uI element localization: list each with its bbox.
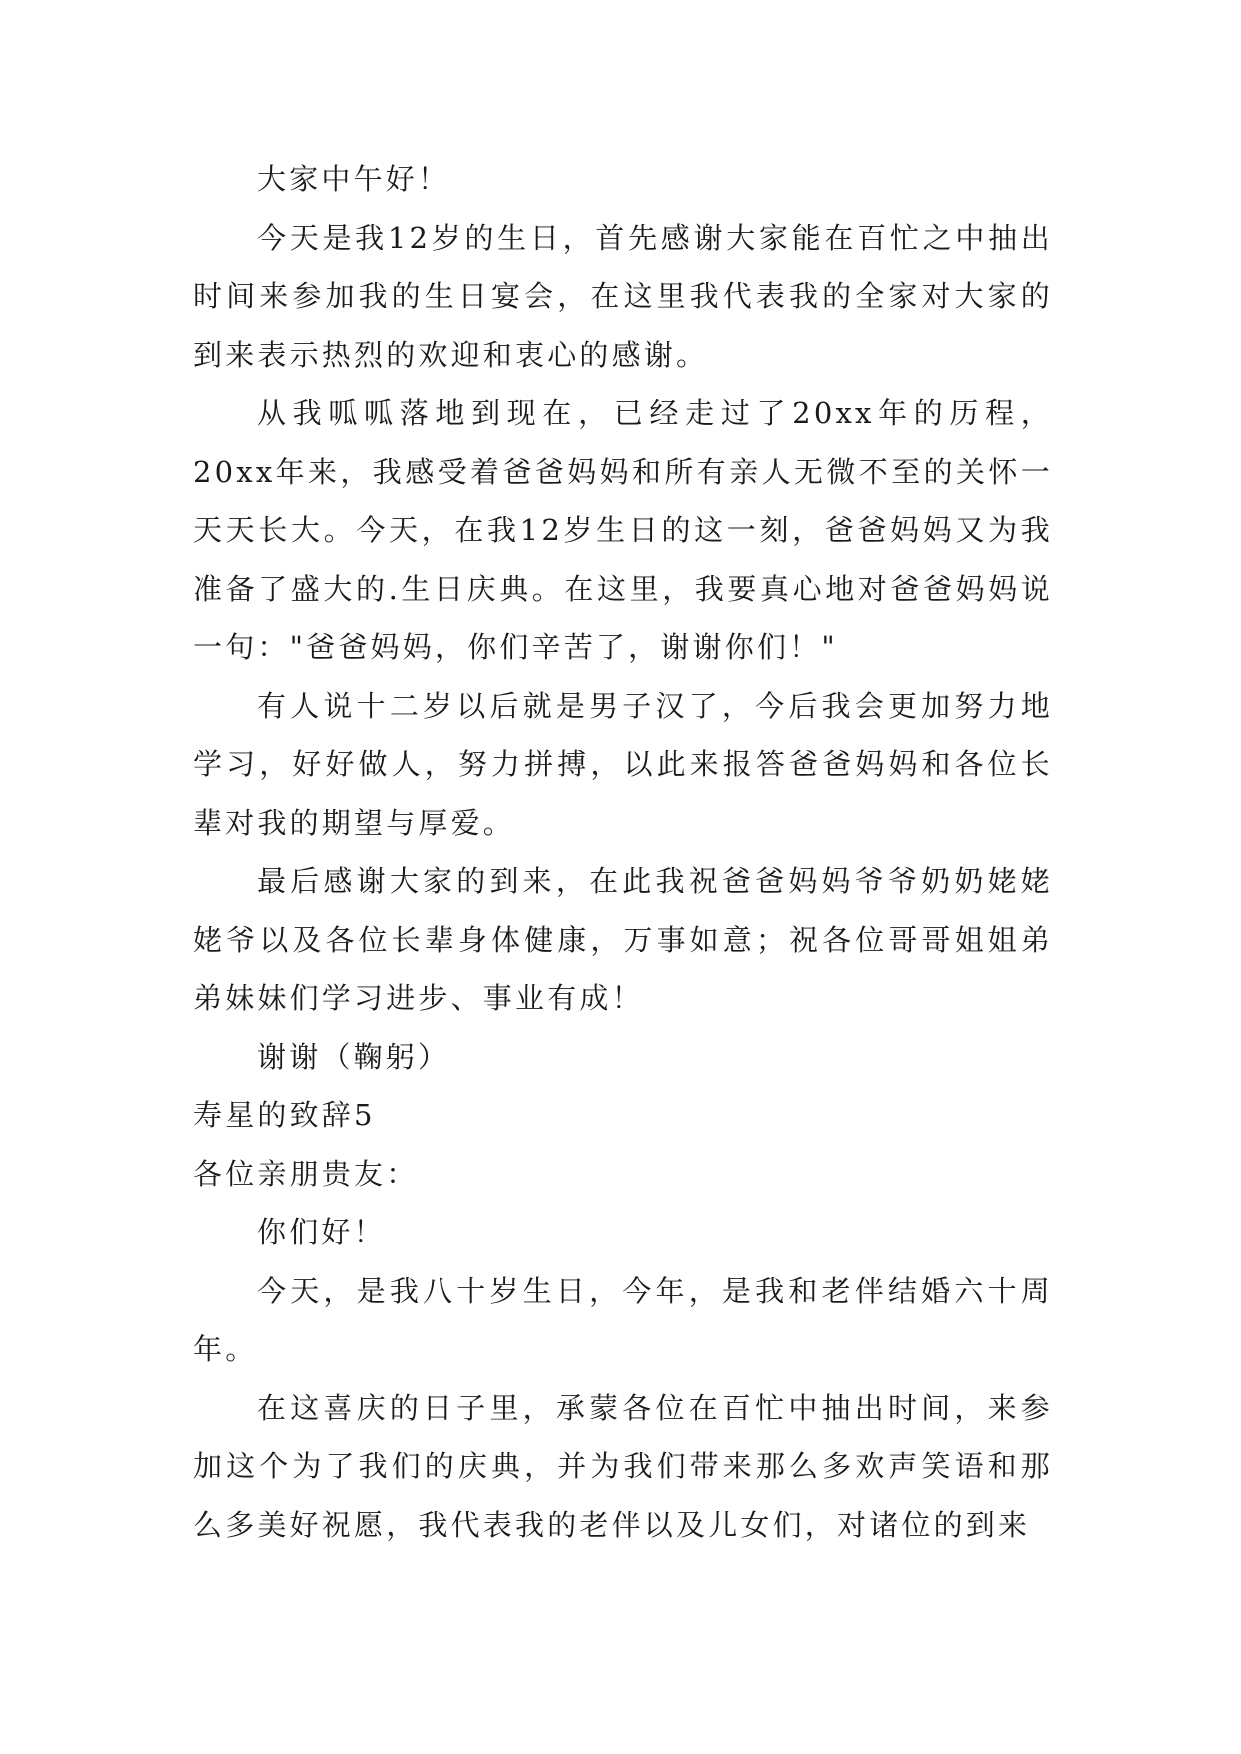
paragraph-thanks-bow: 谢谢（鞠躬） — [257, 1039, 451, 1074]
salutation: 各位亲朋贵友： — [193, 1156, 419, 1191]
paragraph-celebration: 在这喜庆的日子里，承蒙各位在百忙中抽出时间，来参加这个为了我们的庆典，并为我们带来那么多欢声笑语和那么多美好祝愿，我代表我的老伴以及儿女们，对诸位的到来 — [193, 1390, 1053, 1542]
paragraph-promise: 有人说十二岁以后就是男子汉了，今后我会更加努力地学习，好好做人，努力拼搏，以此来报答爸爸妈妈和各位长辈对我的期望与厚爱。 — [193, 688, 1053, 840]
paragraph-eightieth: 今天，是我八十岁生日，今年，是我和老伴结婚六十周年。 — [193, 1273, 1053, 1366]
section-heading: 寿星的致辞5 — [193, 1098, 376, 1132]
paragraph-wishes: 最后感谢大家的到来，在此我祝爸爸妈妈爷爷奶奶姥姥姥爷以及各位长辈身体健康，万事如意；祝各位哥哥姐姐弟弟妹妹们学习进步、事业有成！ — [193, 864, 1053, 1015]
paragraph-hello: 你们好！ — [257, 1215, 386, 1249]
paragraph-growing-up: 从我呱呱落地到现在，已经走过了20xx年的历程，20xx年来，我感受着爸爸妈妈和所有亲人无微不至的关怀一天天长大。今天，在我12岁生日的这一刻，爸爸妈妈又为我准备了盛大的.生日庆典。在这里，我要真心地对爸爸妈妈说一句："爸爸妈妈，你们辛苦了，谢谢你们！" — [193, 396, 1053, 664]
paragraph-greeting: 大家中午好！ — [257, 162, 451, 196]
document-page — [193, 150, 1053, 1554]
paragraph-birthday-thanks: 今天是我12岁的生日，首先感谢大家能在百忙之中抽出时间来参加我的生日宴会，在这里我代表我的全家对大家的到来表示热烈的欢迎和衷心的感谢。 — [193, 220, 1053, 372]
